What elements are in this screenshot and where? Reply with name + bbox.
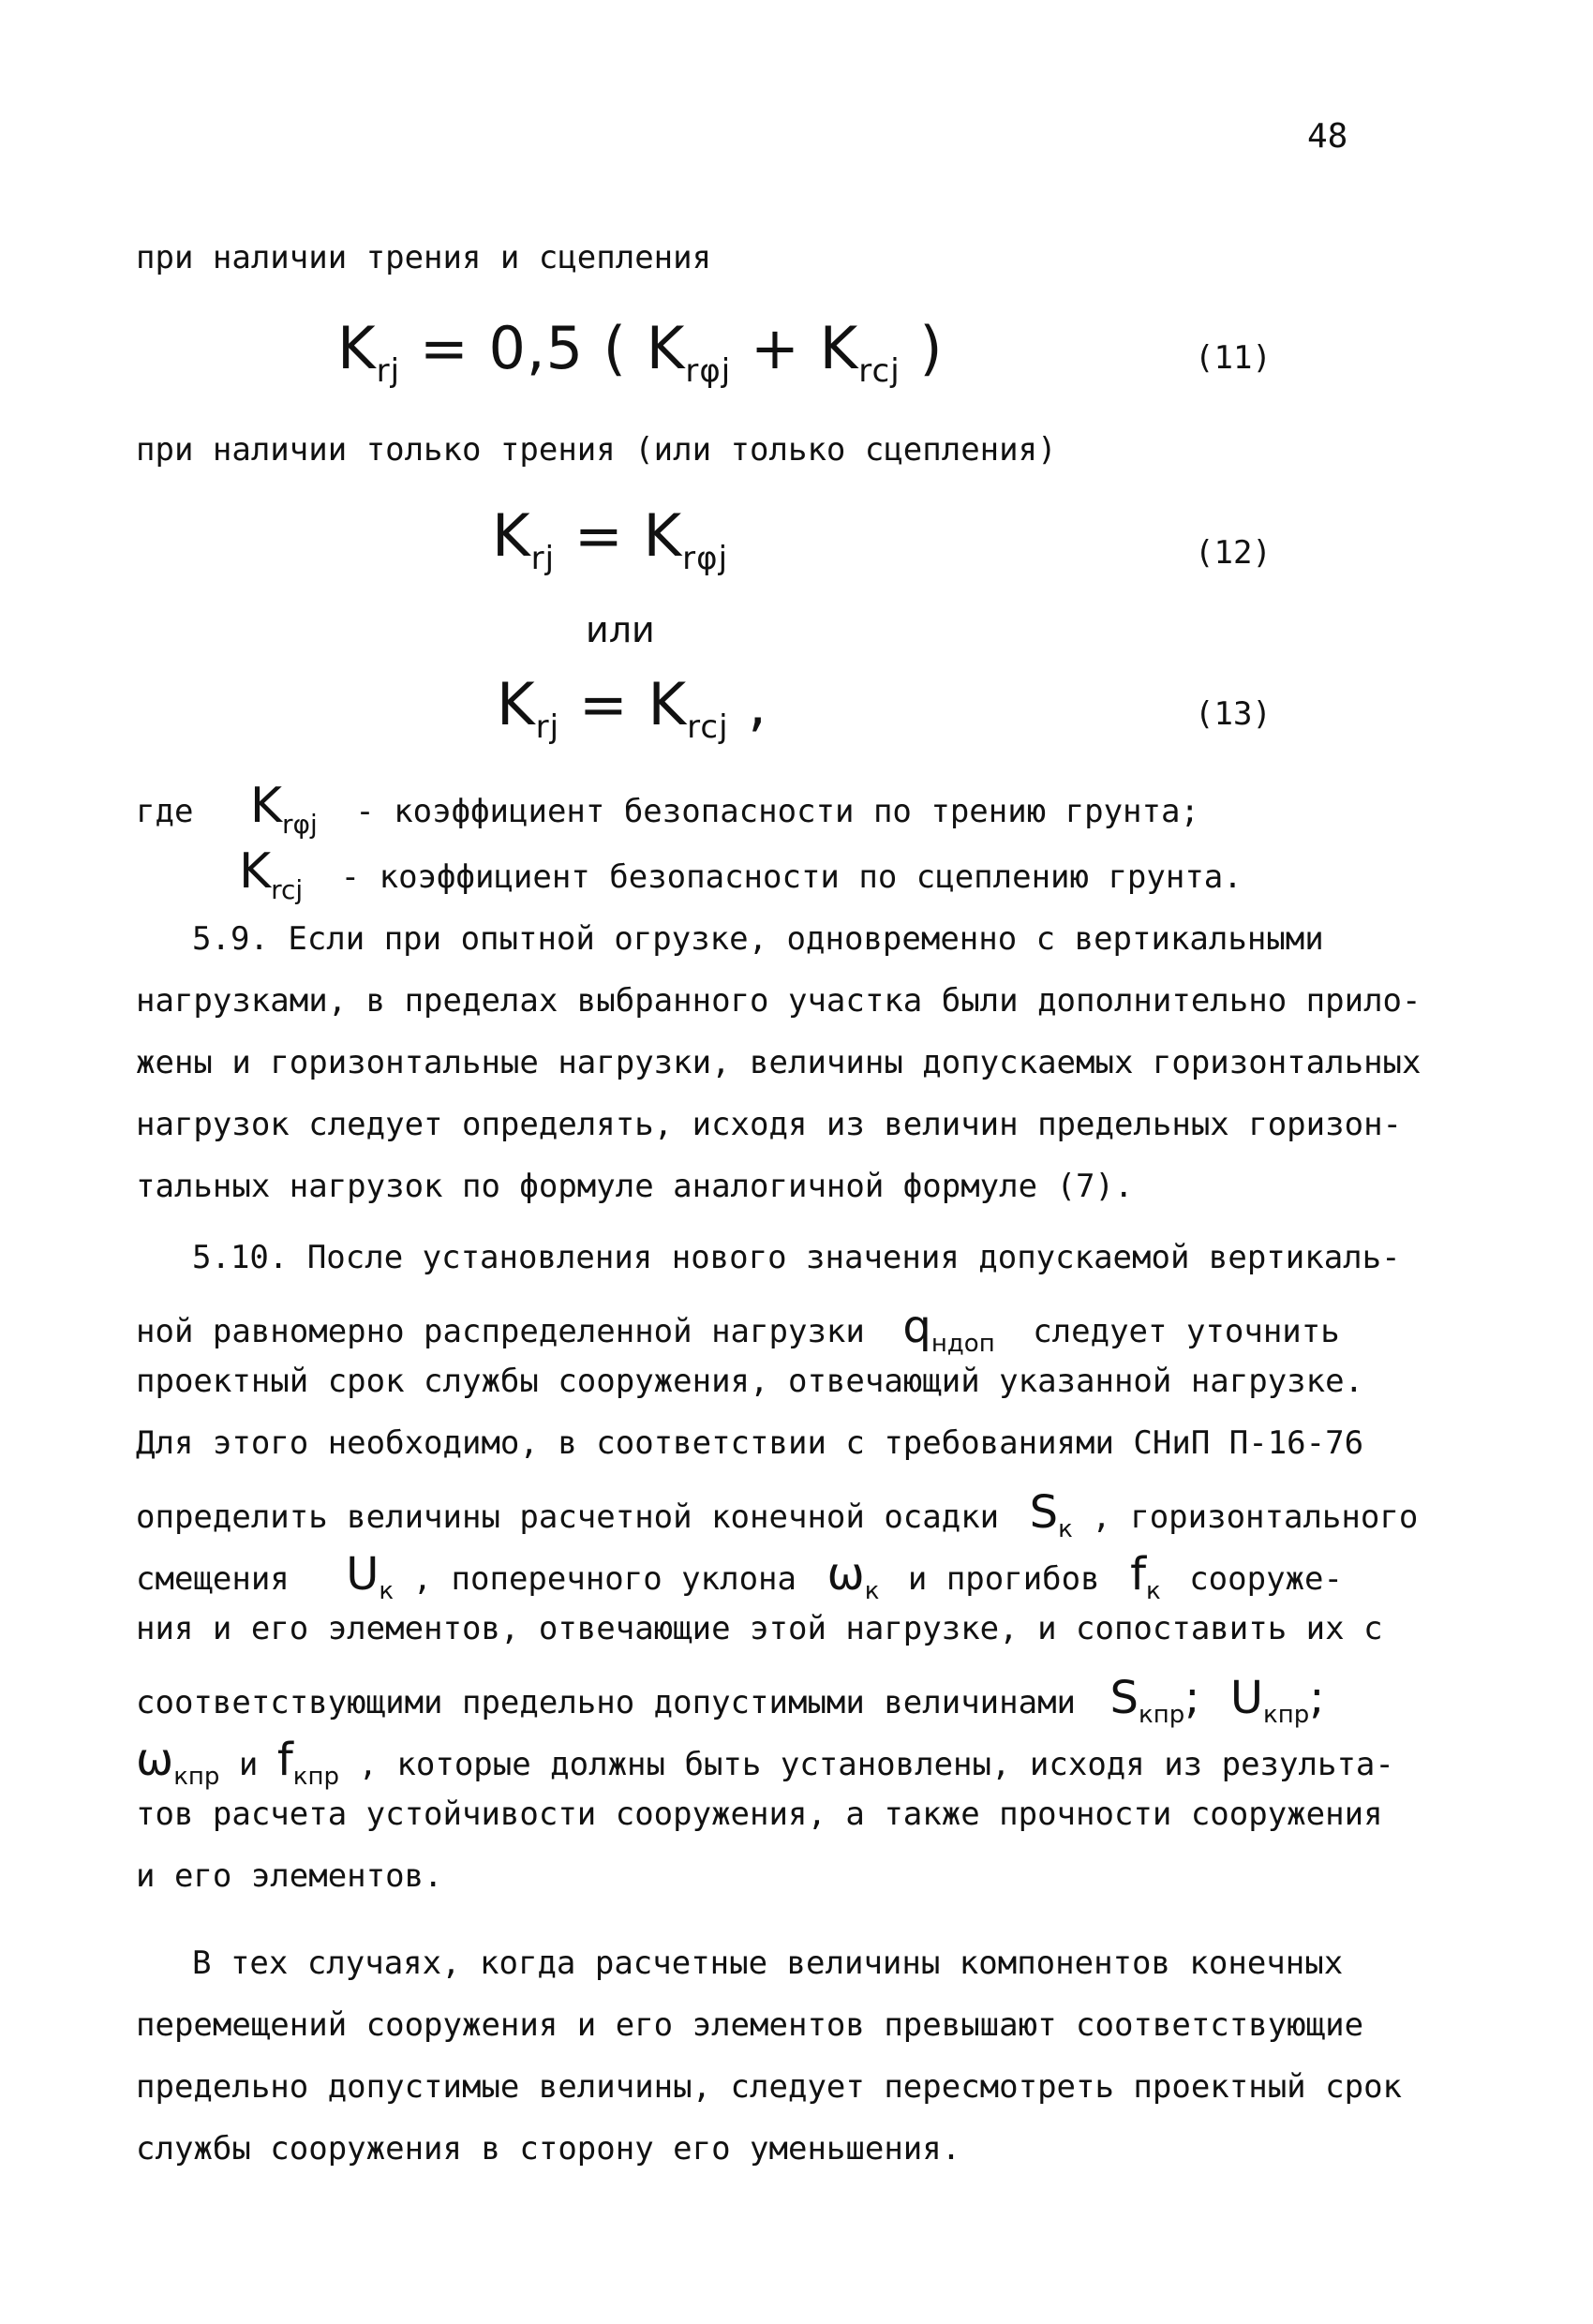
paragraph-5-10-line: $\omega_{кпр}$ и $f_{кпр}$ , которые должны быть установлены, исходя из результа-	[136, 1734, 1394, 1791]
paragraph-5-10-line: соответствующими предельно допустимыми величинами $S_{кпр}$; $U_{кпр}$;	[136, 1672, 1325, 1729]
text-line: при наличии только трения (или только сцепления)	[136, 431, 1057, 469]
paragraph-5-9-line: нагрузками, в пределах выбранного участка были дополнительно прило-	[136, 982, 1422, 1020]
paragraph-5-10-line: проектный срок службы сооружения, отвечающий указанной нагрузке.	[136, 1363, 1364, 1400]
paragraph-5-10-line: ной равномерно распределенной нагрузки $q_{ндоп}$ следует уточнить	[136, 1301, 1340, 1358]
equation-number-12: (12)	[1195, 534, 1272, 572]
paragraph-5-10-line: ния и его элементов, отвечающие этой нагрузке, и сопоставить их с	[136, 1610, 1383, 1647]
formula-11: $K_{rj} = 0,5$ ( $K_{r\varphi j} + K_{rcj}$ )	[337, 314, 944, 390]
paragraph-5-9-line: тальных нагрузок по формуле аналогичной формуле (7).	[136, 1168, 1134, 1205]
definition-cohesion: $K_{rcj}$ - коэффициент безопасности по сцеплению грунта.	[239, 843, 1243, 905]
formula-12: $K_{rj} = K_{r\varphi j}$	[492, 501, 729, 577]
paragraph-final-line: В тех случаях, когда расчетные величины компонентов конечных	[192, 1944, 1344, 1982]
paragraph-5-9-line: 5.9. Если при опытной огрузке, одновременно с вертикальными	[192, 920, 1324, 958]
paragraph-5-9-line: жены и горизонтальные нагрузки, величины допускаемых горизонтальных	[136, 1044, 1422, 1081]
paragraph-final-line: службы сооружения в сторону его уменьшения.	[136, 2130, 961, 2168]
paragraph-5-10-line: определить величины расчетной конечной осадки $S_к$ , горизонтального	[136, 1486, 1419, 1543]
equation-number-13: (13)	[1195, 695, 1272, 733]
paragraph-5-10-line: смещения $U_к$ , поперечного уклона $\omega_к$ и прогибов $f_к$ сооруже-	[136, 1548, 1343, 1605]
paragraph-5-10-line: и его элементов.	[136, 1857, 443, 1895]
text-line: при наличии трения и сцепления	[136, 239, 712, 276]
definition-friction: где $K_{r\varphi j}$ - коэффициент безопасности по трению грунта;	[136, 778, 1199, 840]
or-word: или	[586, 609, 655, 650]
equation-number-11: (11)	[1195, 339, 1272, 377]
paragraph-5-9-line: нагрузок следует определять, исходя из величин предельных горизон-	[136, 1106, 1403, 1143]
paragraph-5-10-line: 5.10. После установления нового значения допускаемой вертикаль-	[192, 1239, 1401, 1276]
page-number: 48	[1307, 117, 1348, 156]
formula-13: $K_{rj} = K_{rcj}$ ,	[497, 670, 767, 746]
paragraph-final-line: перемещений сооружения и его элементов превышают соответствующие	[136, 2006, 1364, 2044]
paragraph-final-line: предельно допустимые величины, следует пересмотреть проектный срок	[136, 2068, 1403, 2106]
paragraph-5-10-line: тов расчета устойчивости сооружения, а также прочности сооружения	[136, 1795, 1383, 1833]
paragraph-5-10-line: Для этого необходимо, в соответствии с требованиями СНиП П-16-76	[136, 1424, 1364, 1462]
